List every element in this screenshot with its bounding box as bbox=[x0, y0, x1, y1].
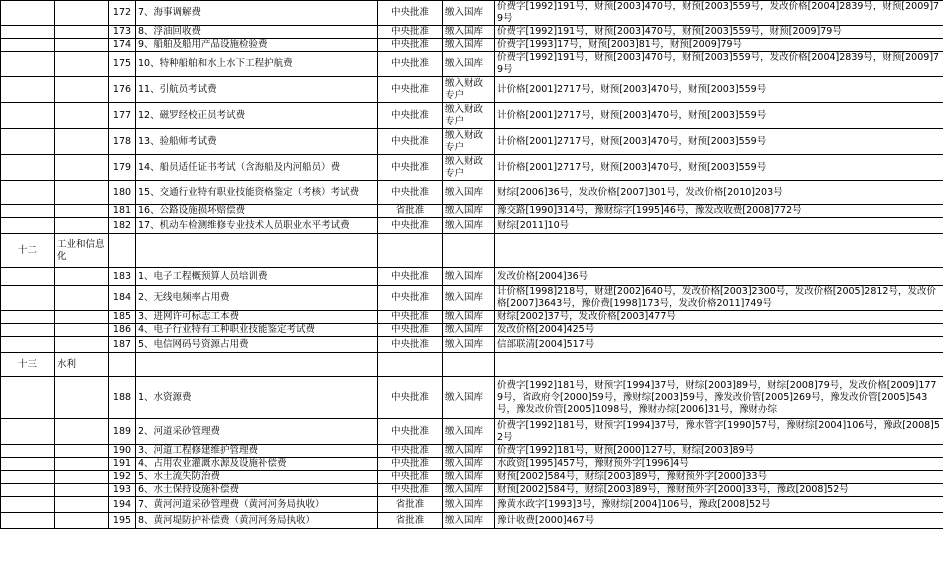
section-number-cell bbox=[1, 513, 55, 529]
section-number-cell bbox=[1, 286, 55, 311]
empty-cell bbox=[443, 234, 495, 268]
section-name-cell bbox=[55, 286, 109, 311]
row-number: 187 bbox=[109, 337, 136, 353]
section-name: 水利 bbox=[55, 353, 109, 377]
fund-handling: 缴入国库 bbox=[443, 181, 495, 205]
approval-authority: 中央批准 bbox=[378, 337, 443, 353]
policy-basis: 计价格[2001]2717号，财预[2003]470号，财预[2003]559号 bbox=[495, 129, 943, 155]
approval-authority: 省批准 bbox=[378, 497, 443, 513]
policy-basis: 水政资[1995]457号，豫财预外字[1996]4号 bbox=[495, 458, 943, 471]
fee-item-name: 5、水土流失防治费 bbox=[136, 471, 378, 484]
approval-authority: 中央批准 bbox=[378, 471, 443, 484]
section-number-cell bbox=[1, 52, 55, 77]
section-name-cell bbox=[55, 26, 109, 39]
fund-handling: 缴入国库 bbox=[443, 205, 495, 218]
table-row bbox=[1, 458, 943, 471]
fee-item-name: 5、电信网码号资源占用费 bbox=[136, 337, 378, 353]
fee-item-name: 15、交通行业特有职业技能资格鉴定（考核）考试费 bbox=[136, 181, 378, 205]
fee-item-name: 2、河道采砂管理费 bbox=[136, 419, 378, 445]
fund-handling: 缴入国库 bbox=[443, 26, 495, 39]
section-number: 十三 bbox=[1, 353, 55, 377]
table-row bbox=[1, 337, 943, 353]
fund-handling: 缴入财政专户 bbox=[443, 77, 495, 103]
fee-item-name: 16、公路设施损坏赔偿费 bbox=[136, 205, 378, 218]
empty-cell bbox=[109, 234, 136, 268]
policy-basis: 财综[2006]36号，发改价格[2007]301号，发改价格[2010]203号 bbox=[495, 181, 943, 205]
policy-basis: 发改价格[2004]425号 bbox=[495, 324, 943, 337]
row-number: 178 bbox=[109, 129, 136, 155]
fee-item-name: 8、浮油回收费 bbox=[136, 26, 378, 39]
policy-basis: 财预[2002]584号，财综[2003]89号，豫财预外字[2000]33号 bbox=[495, 471, 943, 484]
fund-handling: 缴入国库 bbox=[443, 484, 495, 497]
row-number: 188 bbox=[109, 377, 136, 419]
section-name-cell bbox=[55, 445, 109, 458]
section-name-cell bbox=[55, 497, 109, 513]
fund-handling: 缴入财政专户 bbox=[443, 103, 495, 129]
policy-basis: 发改价格[2004]36号 bbox=[495, 268, 943, 286]
policy-basis: 豫交路[1990]314号，豫财综字[1995]46号，豫发改收费[2008]772号 bbox=[495, 205, 943, 218]
section-number: 十二 bbox=[1, 234, 55, 268]
approval-authority: 中央批准 bbox=[378, 324, 443, 337]
approval-authority: 中央批准 bbox=[378, 286, 443, 311]
table-row bbox=[1, 484, 943, 497]
section-name-cell bbox=[55, 77, 109, 103]
row-number: 179 bbox=[109, 155, 136, 181]
row-number: 184 bbox=[109, 286, 136, 311]
section-name-cell bbox=[55, 471, 109, 484]
fee-item-name: 4、电子行业特有工种职业技能鉴定考试费 bbox=[136, 324, 378, 337]
row-number: 191 bbox=[109, 458, 136, 471]
row-number: 192 bbox=[109, 471, 136, 484]
fund-handling: 缴入国库 bbox=[443, 311, 495, 324]
fee-item-name: 14、船员适任证书考试（含海船及内河船员）费 bbox=[136, 155, 378, 181]
table-row bbox=[1, 1, 943, 26]
policy-basis: 价费字[1992]191号，财预[2003]470号，财预[2003]559号，财预[2009]79号 bbox=[495, 26, 943, 39]
table-row bbox=[1, 155, 943, 181]
policy-basis: 计价格[2001]2717号，财预[2003]470号，财预[2003]559号 bbox=[495, 103, 943, 129]
row-number: 180 bbox=[109, 181, 136, 205]
section-number-cell bbox=[1, 39, 55, 52]
fee-item-name: 6、水土保持设施补偿费 bbox=[136, 484, 378, 497]
policy-basis: 财综[2011]10号 bbox=[495, 218, 943, 234]
table-row bbox=[1, 497, 943, 513]
section-number-cell bbox=[1, 155, 55, 181]
section-number-cell bbox=[1, 311, 55, 324]
section-number-cell bbox=[1, 1, 55, 26]
row-number: 193 bbox=[109, 484, 136, 497]
policy-basis: 豫计收费[2000]467号 bbox=[495, 513, 943, 529]
approval-authority: 中央批准 bbox=[378, 458, 443, 471]
row-number: 177 bbox=[109, 103, 136, 129]
section-number-cell bbox=[1, 77, 55, 103]
policy-basis: 价费字[1992]181号，财预字[1994]37号，财综[2003]89号，财综[2008]79号，发改价格[2009]1779号，省政府令[2000]59号，豫财综[2003]59号，豫发改价管[2005]269号，豫发改价管[2005]543号，豫发改价管[2005]1098号，豫财办综[2006]31号，豫财办综 bbox=[495, 377, 943, 419]
approval-authority: 中央批准 bbox=[378, 26, 443, 39]
fund-handling: 缴入国库 bbox=[443, 458, 495, 471]
fund-handling: 缴入国库 bbox=[443, 52, 495, 77]
fund-handling: 缴入国库 bbox=[443, 445, 495, 458]
approval-authority: 中央批准 bbox=[378, 181, 443, 205]
fee-item-name: 17、机动车检测维修专业技术人员职业水平考试费 bbox=[136, 218, 378, 234]
fee-item-name: 4、占用农业灌溉水源及设施补偿费 bbox=[136, 458, 378, 471]
fee-item-name: 8、黄河堤防护补偿费（黄河河务局执收） bbox=[136, 513, 378, 529]
section-name-cell bbox=[55, 39, 109, 52]
row-number: 189 bbox=[109, 419, 136, 445]
row-number: 174 bbox=[109, 39, 136, 52]
empty-cell bbox=[495, 234, 943, 268]
empty-cell bbox=[443, 353, 495, 377]
section-number-cell bbox=[1, 419, 55, 445]
row-number: 195 bbox=[109, 513, 136, 529]
row-number: 175 bbox=[109, 52, 136, 77]
approval-authority: 中央批准 bbox=[378, 268, 443, 286]
row-number: 183 bbox=[109, 268, 136, 286]
fee-item-name: 13、验船师考试费 bbox=[136, 129, 378, 155]
section-name-cell bbox=[55, 311, 109, 324]
section-number-cell bbox=[1, 103, 55, 129]
row-number: 176 bbox=[109, 77, 136, 103]
section-number-cell bbox=[1, 497, 55, 513]
section-number-cell bbox=[1, 337, 55, 353]
fee-item-name: 2、无线电频率占用费 bbox=[136, 286, 378, 311]
empty-cell bbox=[136, 353, 378, 377]
table-row bbox=[1, 129, 943, 155]
approval-authority: 中央批准 bbox=[378, 218, 443, 234]
table-row bbox=[1, 419, 943, 445]
row-number: 190 bbox=[109, 445, 136, 458]
policy-basis: 信部联清[2004]517号 bbox=[495, 337, 943, 353]
section-number-cell bbox=[1, 26, 55, 39]
section-number-cell bbox=[1, 205, 55, 218]
policy-basis: 价费字[1993]17号，财预[2003]81号，财预[2009]79号 bbox=[495, 39, 943, 52]
section-name-cell bbox=[55, 205, 109, 218]
section-number-cell bbox=[1, 181, 55, 205]
section-header-row bbox=[1, 353, 943, 377]
policy-basis: 价费字[1992]191号，财预[2003]470号，财预[2003]559号，发改价格[2004]2839号，财预[2009]79号 bbox=[495, 1, 943, 26]
approval-authority: 省批准 bbox=[378, 513, 443, 529]
approval-authority: 中央批准 bbox=[378, 155, 443, 181]
fund-handling: 缴入国库 bbox=[443, 497, 495, 513]
fee-item-name: 7、海事调解费 bbox=[136, 1, 378, 26]
fee-item-name: 1、水资源费 bbox=[136, 377, 378, 419]
policy-basis: 价费字[1992]181号，财预[2000]127号，财综[2003]89号 bbox=[495, 445, 943, 458]
fee-item-name: 3、河道工程修建维护管理费 bbox=[136, 445, 378, 458]
fund-handling: 缴入国库 bbox=[443, 218, 495, 234]
fund-handling: 缴入国库 bbox=[443, 39, 495, 52]
section-name-cell bbox=[55, 155, 109, 181]
fund-handling: 缴入国库 bbox=[443, 513, 495, 529]
policy-basis: 财预[2002]584号，财综[2003]89号，豫财预外字[2000]33号，豫政[2008]52号 bbox=[495, 484, 943, 497]
section-name: 工业和信息化 bbox=[55, 234, 109, 268]
section-name-cell bbox=[55, 268, 109, 286]
section-name-cell bbox=[55, 1, 109, 26]
section-name-cell bbox=[55, 181, 109, 205]
empty-cell bbox=[378, 234, 443, 268]
empty-cell bbox=[495, 353, 943, 377]
section-number-cell bbox=[1, 268, 55, 286]
policy-basis: 计价格[1998]218号，财建[2002]640号，发改价格[2003]2300号，发改价格[2005]2812号，发改价格[2007]3643号，豫价费[1998]173号，发改价格2011]749号 bbox=[495, 286, 943, 311]
approval-authority: 中央批准 bbox=[378, 445, 443, 458]
policy-basis: 豫黄水政字[1993]3号，豫财综[2004]106号，豫政[2008]52号 bbox=[495, 497, 943, 513]
section-number-cell bbox=[1, 324, 55, 337]
fee-table-body bbox=[1, 1, 943, 529]
approval-authority: 中央批准 bbox=[378, 484, 443, 497]
fund-handling: 缴入国库 bbox=[443, 377, 495, 419]
section-name-cell bbox=[55, 218, 109, 234]
approval-authority: 中央批准 bbox=[378, 52, 443, 77]
approval-authority: 中央批准 bbox=[378, 1, 443, 26]
fund-handling: 缴入国库 bbox=[443, 286, 495, 311]
table-row bbox=[1, 181, 943, 205]
table-row bbox=[1, 471, 943, 484]
section-number-cell bbox=[1, 218, 55, 234]
empty-cell bbox=[109, 353, 136, 377]
section-name-cell bbox=[55, 513, 109, 529]
row-number: 194 bbox=[109, 497, 136, 513]
fee-item-name: 12、磁罗经校正员考试费 bbox=[136, 103, 378, 129]
fund-handling: 缴入国库 bbox=[443, 419, 495, 445]
approval-authority: 中央批准 bbox=[378, 129, 443, 155]
section-number-cell bbox=[1, 458, 55, 471]
table-row bbox=[1, 218, 943, 234]
fee-item-name: 1、电子工程概预算人员培训费 bbox=[136, 268, 378, 286]
empty-cell bbox=[136, 234, 378, 268]
section-name-cell bbox=[55, 458, 109, 471]
table-row bbox=[1, 311, 943, 324]
fee-item-name: 10、特种船舶和水上水下工程护航费 bbox=[136, 52, 378, 77]
table-row bbox=[1, 268, 943, 286]
fund-handling: 缴入财政专户 bbox=[443, 129, 495, 155]
approval-authority: 中央批准 bbox=[378, 377, 443, 419]
section-number-cell bbox=[1, 129, 55, 155]
approval-authority: 中央批准 bbox=[378, 103, 443, 129]
section-name-cell bbox=[55, 129, 109, 155]
section-name-cell bbox=[55, 52, 109, 77]
table-row bbox=[1, 445, 943, 458]
approval-authority: 中央批准 bbox=[378, 77, 443, 103]
fee-item-name: 9、船舶及船用产品设施检验费 bbox=[136, 39, 378, 52]
row-number: 173 bbox=[109, 26, 136, 39]
table-row bbox=[1, 26, 943, 39]
section-name-cell bbox=[55, 419, 109, 445]
table-row bbox=[1, 205, 943, 218]
table-row bbox=[1, 39, 943, 52]
fund-handling: 缴入国库 bbox=[443, 1, 495, 26]
section-name-cell bbox=[55, 377, 109, 419]
row-number: 172 bbox=[109, 1, 136, 26]
table-row bbox=[1, 377, 943, 419]
table-row bbox=[1, 77, 943, 103]
fee-item-name: 7、黄河河道采砂管理费（黄河河务局执收） bbox=[136, 497, 378, 513]
table-row bbox=[1, 513, 943, 529]
row-number: 181 bbox=[109, 205, 136, 218]
table-row bbox=[1, 324, 943, 337]
fund-handling: 缴入国库 bbox=[443, 268, 495, 286]
fee-item-name: 11、引航员考试费 bbox=[136, 77, 378, 103]
policy-basis: 计价格[2001]2717号，财预[2003]470号，财预[2003]559号 bbox=[495, 77, 943, 103]
fund-handling: 缴入国库 bbox=[443, 337, 495, 353]
fee-item-name: 3、进网许可标志工本费 bbox=[136, 311, 378, 324]
policy-basis: 价费字[1992]181号，财预字[1994]37号，豫水管字[1990]57号，豫财综[2004]106号，豫政[2008]52号 bbox=[495, 419, 943, 445]
approval-authority: 中央批准 bbox=[378, 39, 443, 52]
row-number: 185 bbox=[109, 311, 136, 324]
policy-basis: 价费字[1992]191号，财预[2003]470号，财预[2003]559号，发改价格[2004]2839号，财预[2009]79号 bbox=[495, 52, 943, 77]
section-number-cell bbox=[1, 471, 55, 484]
fund-handling: 缴入国库 bbox=[443, 324, 495, 337]
row-number: 182 bbox=[109, 218, 136, 234]
section-header-row bbox=[1, 234, 943, 268]
policy-basis: 财综[2002]37号，发改价格[2003]477号 bbox=[495, 311, 943, 324]
table-row bbox=[1, 103, 943, 129]
row-number: 186 bbox=[109, 324, 136, 337]
approval-authority: 中央批准 bbox=[378, 419, 443, 445]
fund-handling: 缴入国库 bbox=[443, 471, 495, 484]
approval-authority: 省批准 bbox=[378, 205, 443, 218]
section-name-cell bbox=[55, 484, 109, 497]
section-number-cell bbox=[1, 377, 55, 419]
empty-cell bbox=[378, 353, 443, 377]
section-name-cell bbox=[55, 103, 109, 129]
approval-authority: 中央批准 bbox=[378, 311, 443, 324]
table-row bbox=[1, 52, 943, 77]
section-number-cell bbox=[1, 445, 55, 458]
table-row bbox=[1, 286, 943, 311]
fund-handling: 缴入财政专户 bbox=[443, 155, 495, 181]
section-name-cell bbox=[55, 337, 109, 353]
section-number-cell bbox=[1, 484, 55, 497]
section-name-cell bbox=[55, 324, 109, 337]
policy-basis: 计价格[2001]2717号，财预[2003]470号，财预[2003]559号 bbox=[495, 155, 943, 181]
